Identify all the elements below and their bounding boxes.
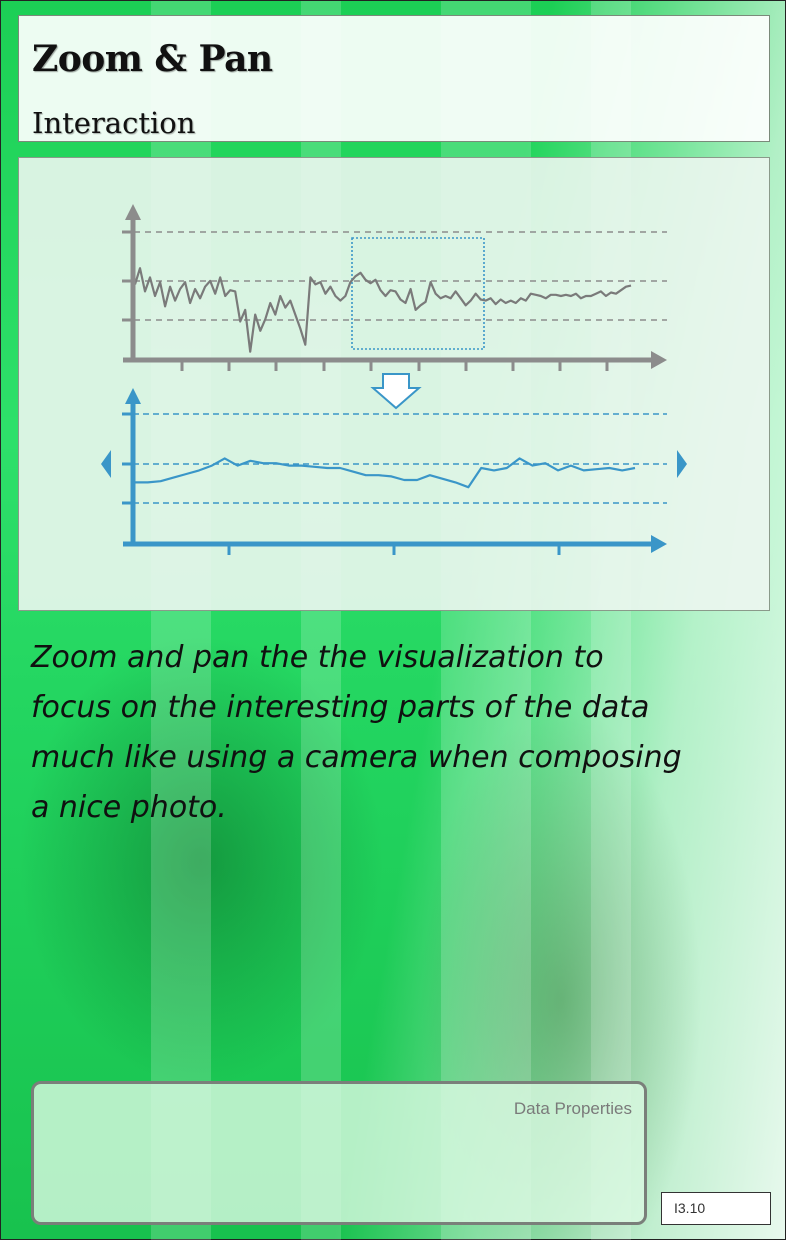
card-description: Zoom and pan the the visualization to focus on the interesting parts of the data much like using a camera when composing a nice photo. bbox=[31, 640, 682, 825]
data-properties-box bbox=[31, 1081, 647, 1225]
overview-x-axis-arrowhead bbox=[651, 351, 667, 369]
card-subtitle: Interaction bbox=[32, 106, 196, 140]
card-code-box bbox=[661, 1192, 771, 1225]
illustration-box bbox=[18, 157, 770, 611]
zoom-down-arrow-icon bbox=[373, 374, 419, 408]
overview-chart bbox=[122, 204, 667, 371]
detail-x-ticks bbox=[122, 414, 559, 555]
detail-y-axis-arrowhead bbox=[125, 388, 141, 404]
overview-y-axis-arrowhead bbox=[125, 204, 141, 220]
zoom-selection-rectangle[interactable] bbox=[352, 238, 484, 349]
title-box bbox=[18, 15, 770, 142]
detail-x-axis-arrowhead bbox=[651, 535, 667, 553]
detail-series-line bbox=[135, 458, 635, 487]
overview-x-ticks bbox=[122, 232, 607, 371]
data-properties-label: Data Properties bbox=[513, 1099, 632, 1118]
card-title: Zoom & Pan bbox=[32, 38, 273, 80]
pan-left-arrow-icon[interactable] bbox=[101, 450, 111, 478]
detail-chart bbox=[101, 388, 687, 555]
zoom-pan-illustration bbox=[19, 158, 769, 610]
card-code: I3.10 bbox=[674, 1200, 706, 1216]
pan-right-arrow-icon[interactable] bbox=[677, 450, 687, 478]
